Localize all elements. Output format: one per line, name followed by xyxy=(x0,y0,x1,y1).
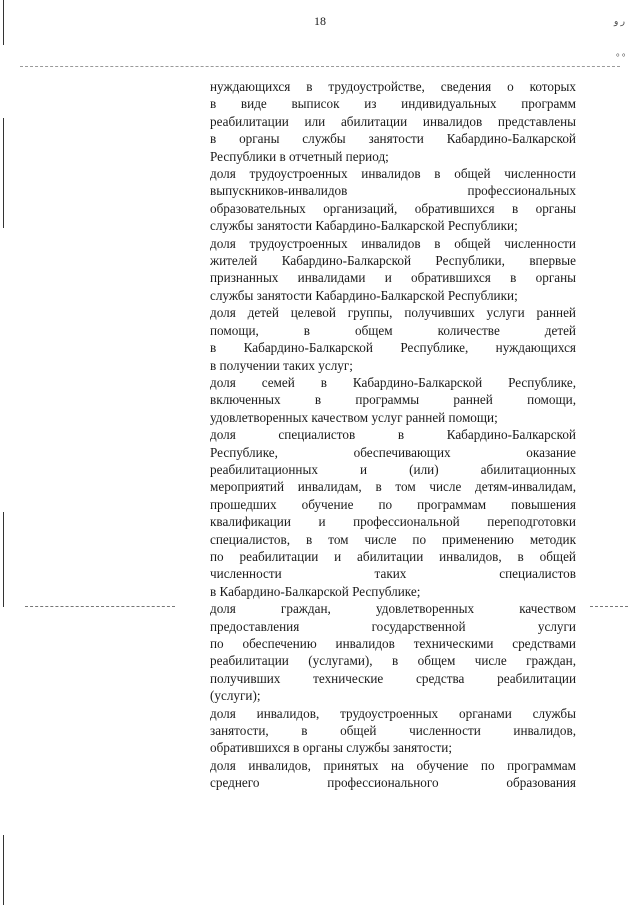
text-line: признанных инвалидами и обратившихся в органы xyxy=(210,270,576,286)
scan-edge-line xyxy=(3,0,4,45)
text-line: доля специалистов в Кабардино-Балкарской xyxy=(210,427,576,443)
text-line: специалистов, в том числе по применению методик xyxy=(210,531,576,547)
text-line: (услуги); xyxy=(210,688,261,704)
text-line: нуждающихся в трудоустройстве, сведения о которых xyxy=(210,79,576,94)
body-text xyxy=(210,78,576,792)
text-line: по обеспечению инвалидов техническими средствами xyxy=(210,636,576,651)
text-line: занятости, в общей численности инвалидов, xyxy=(210,723,576,739)
header-divider xyxy=(20,66,620,67)
text-line: доля семей в Кабардино-Балкарской Республике, xyxy=(210,374,576,390)
text-line: доля граждан, удовлетворенных качеством xyxy=(210,601,576,617)
corner-mark-right: ° ° xyxy=(616,52,626,62)
text-line: Республике, обеспечивающих оказание xyxy=(210,444,576,460)
text-line: доля трудоустроенных инвалидов в общей численности xyxy=(210,235,576,251)
text-line: жителей Кабардино-Балкарской Республики, впервые xyxy=(210,253,576,269)
text-line: обратившихся в органы службы занятости; xyxy=(210,740,452,756)
text-line: службы занятости Кабардино-Балкарской Республики; xyxy=(210,218,518,234)
text-line: удовлетворенных качеством услуг ранней помощи; xyxy=(210,409,498,425)
text-line: реабилитационных и (или) абилитационных xyxy=(210,461,576,477)
text-line: прошедших обучение по программам повышения xyxy=(210,496,576,512)
text-line: Республики в отчетный период; xyxy=(210,148,389,164)
text-line: в органы службы занятости Кабардино-Балкарской xyxy=(210,131,576,147)
scan-dash-right xyxy=(590,606,628,607)
text-line: доля инвалидов, трудоустроенных органами службы xyxy=(210,705,576,721)
text-line: численности таких специалистов xyxy=(210,566,576,582)
text-line: среднего профессионального образования xyxy=(210,775,576,791)
text-line: квалификации и профессиональной переподготовки xyxy=(210,514,576,530)
text-line: в получении таких услуг; xyxy=(210,357,353,373)
corner-mark-top: ر و xyxy=(614,16,625,26)
page-number: 18 xyxy=(314,14,326,28)
text-line: предоставления государственной услуги xyxy=(210,618,576,634)
text-line: в виде выписок из индивидуальных программ xyxy=(210,96,576,112)
text-line: включенных в программы ранней помощи, xyxy=(210,392,576,408)
text-line: реабилитации (услугами), в общем числе граждан, xyxy=(210,653,576,669)
scan-edge-line xyxy=(3,835,4,905)
text-line: помощи, в общем количестве детей xyxy=(210,322,576,338)
text-line: в Кабардино-Балкарской Республике; xyxy=(210,583,421,599)
scan-edge-line xyxy=(3,512,4,607)
text-line: реабилитации или абилитации инвалидов представлены xyxy=(210,113,576,129)
text-line: мероприятий инвалидам, в том числе детям-инвалидам, xyxy=(210,479,576,495)
text-line: в Кабардино-Балкарской Республике, нуждающихся xyxy=(210,340,576,356)
text-line: по реабилитации и абилитации инвалидов, в общей xyxy=(210,548,576,564)
text-line: службы занятости Кабардино-Балкарской Республики; xyxy=(210,287,518,303)
scan-edge-line xyxy=(3,118,4,228)
scan-dash-left xyxy=(25,606,175,607)
text-line: доля трудоустроенных инвалидов в общей численности xyxy=(210,166,576,182)
text-line: образовательных организаций, обратившихся в органы xyxy=(210,200,576,216)
text-line: доля детей целевой группы, получивших услуги ранней xyxy=(210,305,576,321)
text-line: получивших технические средства реабилитации xyxy=(210,670,576,686)
text-line: выпускников-инвалидов профессиональных xyxy=(210,183,576,199)
text-line: доля инвалидов, принятых на обучение по программам xyxy=(210,757,576,773)
